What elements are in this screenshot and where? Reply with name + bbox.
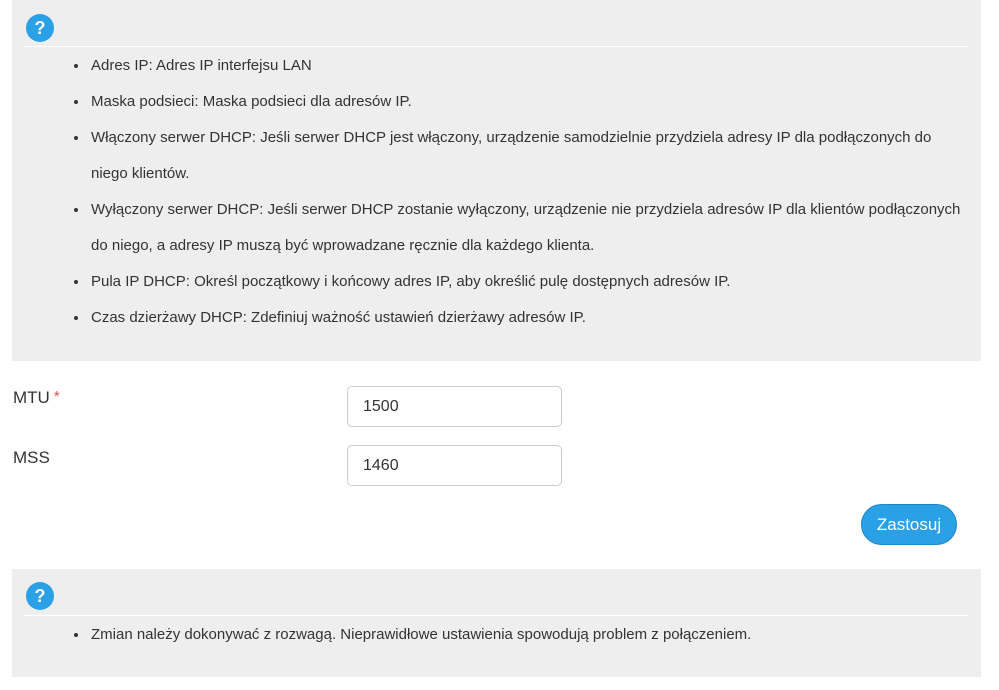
help-divider	[24, 46, 969, 47]
help-divider	[24, 615, 969, 616]
help-item-ip-address: Adres IP: Adres IP interfejsu LAN	[74, 48, 961, 84]
help-panel-warning	[12, 569, 981, 677]
help-item-dhcp-lease: Czas dzierżawy DHCP: Zdefiniuj ważność ustawień dzierżawy adresów IP.	[74, 300, 961, 336]
help-list	[74, 617, 961, 653]
apply-button[interactable]: Zastosuj	[861, 504, 957, 545]
required-marker: *	[53, 388, 60, 405]
mtu-label-text: MTU	[13, 388, 50, 407]
help-item-dhcp-enabled: Włączony serwer DHCP: Jeśli serwer DHCP jest włączony, urządzenie samodzielnie przydziela adresy IP dla podłączonych do niego klientów.	[74, 120, 961, 192]
question-circle-icon[interactable]: ?	[26, 14, 54, 42]
help-item-subnet-mask: Maska podsieci: Maska podsieci dla adresów IP.	[74, 84, 961, 120]
help-item-warning: Zmian należy dokonywać z rozwagą. Nieprawidłowe ustawienia spowodują problem z połączeniem.	[74, 617, 961, 653]
mss-input[interactable]	[347, 445, 562, 486]
mss-label: MSS	[13, 448, 50, 467]
help-item-dhcp-pool: Pula IP DHCP: Określ początkowy i końcowy adres IP, aby określić pulę dostępnych adresów IP.	[74, 264, 961, 300]
question-circle-icon[interactable]: ?	[26, 582, 54, 610]
help-list	[74, 48, 961, 336]
mtu-input[interactable]	[347, 386, 562, 427]
help-panel-lan	[12, 0, 981, 361]
mtu-label	[13, 388, 60, 408]
help-item-dhcp-disabled: Wyłączony serwer DHCP: Jeśli serwer DHCP zostanie wyłączony, urządzenie nie przydziela adresów IP dla klientów podłączonych do niego, a adresy IP muszą być wprowadzane ręcznie dla każdego klienta.	[74, 192, 961, 264]
